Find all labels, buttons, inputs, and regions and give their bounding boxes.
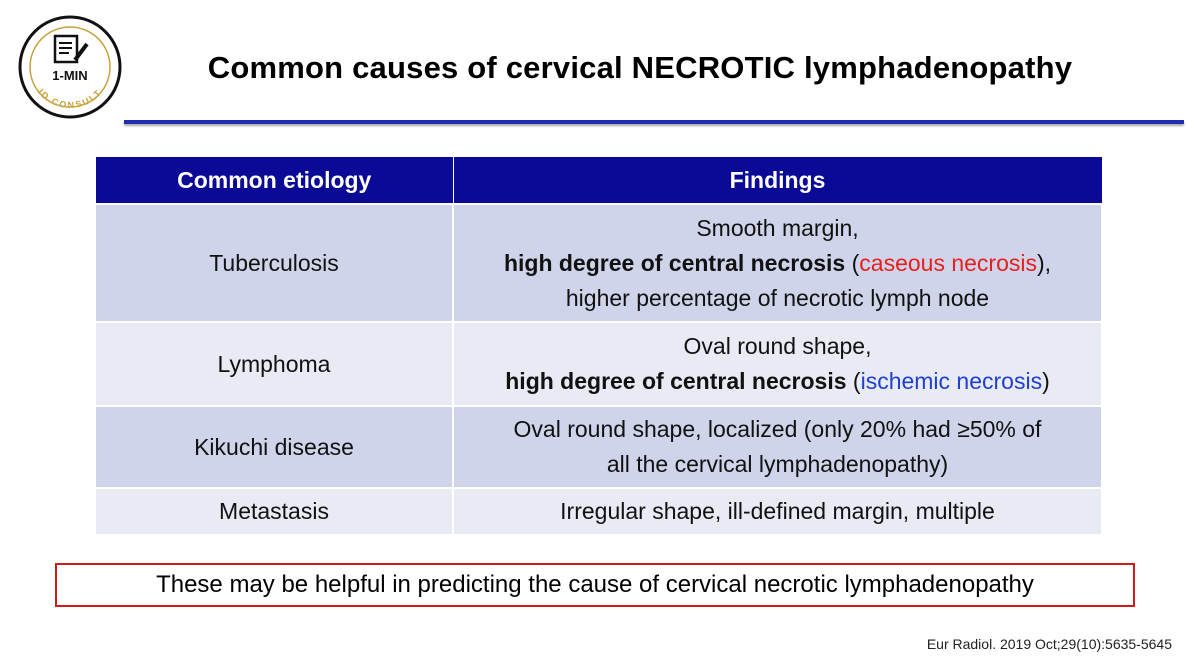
findings-bold: high degree of central necrosis	[503, 249, 846, 276]
paren-close: )	[1042, 368, 1050, 394]
table-row	[96, 204, 1102, 322]
findings-line: Irregular shape, ill-defined margin, multiple	[560, 498, 995, 524]
etiology-cell: Tuberculosis	[96, 204, 453, 322]
findings-line: Oval round shape,	[683, 333, 872, 359]
summary-note-text: These may be helpful in predicting the cause of cervical necrotic lymphadenopathy	[156, 571, 1034, 598]
findings-line: Smooth margin,	[696, 214, 859, 241]
findings-cell	[453, 488, 1102, 534]
logo-arc-text: ID CONSULT	[36, 86, 104, 111]
findings-cell	[453, 406, 1102, 488]
summary-note	[55, 563, 1135, 607]
findings-line: all the cervical lymphadenopathy)	[606, 451, 949, 477]
paren-close: ),	[1036, 249, 1052, 276]
findings-line	[462, 364, 1093, 399]
table-row	[96, 406, 1102, 488]
column-header-findings: Findings	[453, 157, 1102, 204]
etiology-cell: Lymphoma	[96, 322, 453, 406]
table-row	[96, 322, 1102, 406]
citation: Eur Radiol. 2019 Oct;29(10):5635-5645	[926, 636, 1172, 652]
logo-badge	[17, 14, 123, 120]
findings-line: higher percentage of necrotic lymph node	[565, 284, 990, 311]
paren-open: (	[846, 368, 861, 394]
logo	[17, 14, 123, 120]
findings-line	[462, 246, 1093, 281]
findings-highlight: ischemic necrosis	[860, 368, 1043, 394]
etiology-table	[96, 157, 1103, 534]
etiology-cell: Kikuchi disease	[96, 406, 453, 488]
findings-line: Oval round shape, localized (only 20% had ≥50% of	[513, 416, 1042, 442]
findings-bold: high degree of central necrosis	[505, 368, 847, 394]
findings-cell	[453, 204, 1102, 322]
findings-highlight: caseous necrosis	[859, 249, 1037, 276]
paren-open: (	[845, 249, 860, 276]
etiology-cell: Metastasis	[96, 488, 453, 534]
page-title: Common causes of cervical NECROTIC lymphadenopathy	[207, 50, 1073, 85]
findings-cell	[453, 322, 1102, 406]
logo-text: 1-MIN	[52, 68, 88, 83]
table-row	[96, 488, 1102, 534]
column-header-etiology: Common etiology	[96, 157, 453, 204]
title-divider	[124, 120, 1184, 124]
table-header-row	[96, 157, 1102, 204]
